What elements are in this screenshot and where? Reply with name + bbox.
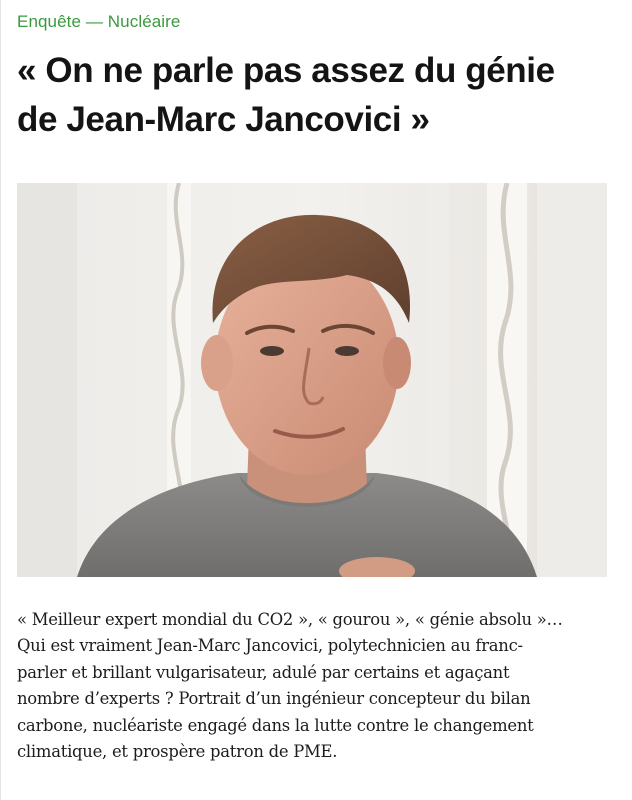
portrait-illustration bbox=[17, 183, 607, 577]
article-photo bbox=[17, 183, 607, 577]
article-kicker[interactable]: Enquête — Nucléaire bbox=[17, 12, 181, 31]
lead-line-5: carbone, nucléariste engagé dans la lutte contre le changement bbox=[17, 715, 534, 735]
article-title-line-1: « On ne parle pas assez du génie bbox=[17, 51, 555, 90]
lead-line-1: « Meilleur expert mondial du CO2 », « gourou », « génie absolu »… bbox=[17, 610, 563, 629]
lead-line-6: climatique, et prospère patron de PME. bbox=[17, 742, 338, 762]
lead-line-2: Qui est vraiment Jean-Marc Jancovici, polytechnicien au franc- bbox=[17, 636, 523, 656]
article-lead bbox=[17, 607, 619, 765]
article-title-line-2: de Jean-Marc Jancovici » bbox=[17, 100, 430, 139]
article-title[interactable] bbox=[17, 46, 617, 144]
lead-line-3: parler et brillant vulgarisateur, adulé par certains et agaçant bbox=[17, 662, 510, 682]
lead-line-4: nombre d’experts ? Portrait d’un ingénieur concepteur du bilan bbox=[17, 689, 531, 709]
